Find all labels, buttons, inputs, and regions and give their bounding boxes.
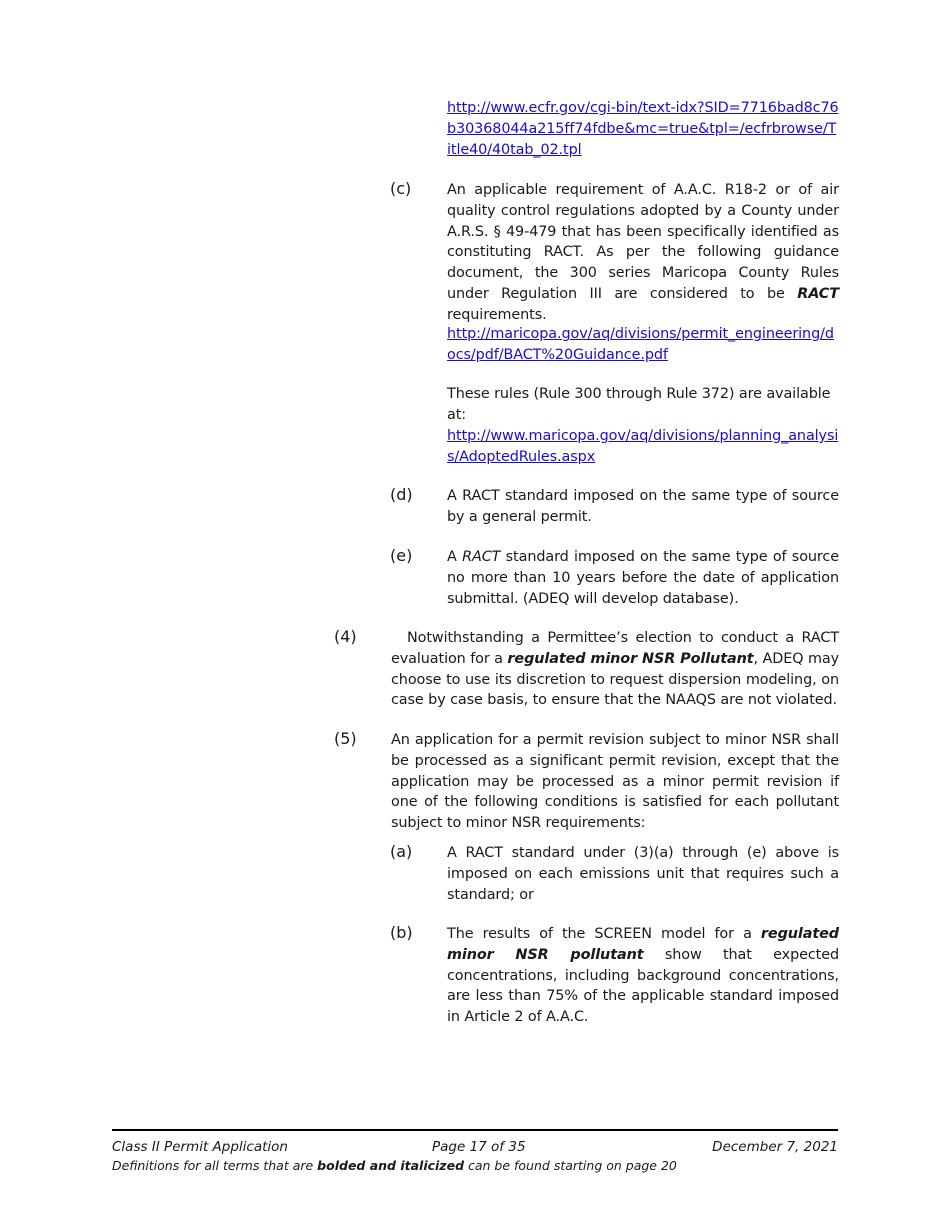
item-c-text-after: requirements. [447, 306, 547, 323]
item-5a-label: (a) [390, 842, 413, 861]
item-5a-text: A RACT standard under (3)(a) through (e) above is imposed on each emissions unit that requires such a standard; or [447, 845, 839, 903]
ecfr-link[interactable]: http://www.ecfr.gov/cgi-bin/text-idx?SID=7716bad8c76b30368044a215ff74fdbe&mc=true&tpl=/ecfrbrowse/Title40/40tab_02.tpl [447, 100, 839, 158]
item-c-label: (c) [390, 179, 412, 198]
footer-document-title: Class II Permit Application [112, 1139, 288, 1155]
item-4-text [391, 628, 839, 711]
item-e-text [447, 547, 839, 609]
footer-date: December 7, 2021 [712, 1139, 838, 1155]
footer-note-after: can be found starting on page 20 [464, 1158, 677, 1173]
item-c-term: RACT [797, 285, 839, 302]
footer-note-before: Definitions for all terms that are [112, 1158, 318, 1173]
item-5b-text-before: The results of the SCREEN model for a [447, 926, 761, 942]
item-5b-text [447, 924, 839, 1028]
item-5b-text-after: show that expected concentrations, including background concentrations, are less than 75% of the applicable standard imposed in Article 2 of A.A.C. [447, 946, 839, 1026]
ecfr-link-block [447, 98, 839, 160]
item-e-term: RACT [462, 549, 501, 565]
bact-guidance-link-block [447, 324, 839, 366]
rules-availability-text: These rules (Rule 300 through Rule 372) are available at: [447, 386, 831, 423]
footer-page-number: Page 17 of 35 [432, 1139, 526, 1155]
item-5-label: (5) [334, 729, 357, 748]
item-4-label: (4) [334, 627, 357, 646]
item-4-text-before: Notwithstanding a Permittee’s election to conduct a RACT evaluation for a [391, 630, 839, 667]
item-5-text: An application for a permit revision subject to minor NSR shall be processed as a significant permit revision, except that the application may be processed as a minor permit revision if one of the following conditions is satisfied for each pollutant subject to minor NSR requirements: [391, 732, 839, 832]
item-e-label: (e) [390, 546, 413, 565]
item-d-text: A RACT standard imposed on the same type of source by a general permit. [447, 488, 839, 525]
item-e-text-before: A [447, 549, 463, 565]
item-4-text-after: , ADEQ may choose to use its discretion to request dispersion modeling, on case by case basis, to ensure that the NAAQS are not violated. [391, 650, 839, 709]
item-5b-label: (b) [390, 923, 413, 942]
item-c-text-before: An applicable requirement of A.A.C. R18-2 or of air quality control regulations adopted by a County under A.R.S. § 49-479 that has been specifically identified as constituting RACT. As per the following guidance document, the 300 series Maricopa County Rules under Regulation III are considered to be [447, 182, 839, 302]
adopted-rules-link[interactable]: http://www.maricopa.gov/aq/divisions/planning_analysis/AdoptedRules.aspx [447, 428, 839, 465]
footer-definitions-note [112, 1158, 677, 1173]
item-4-term: regulated minor NSR Pollutant [507, 650, 754, 667]
adopted-rules-link-block [447, 426, 839, 468]
item-5b-term: regulated minor NSR pollutant [447, 926, 839, 963]
item-e-text-after: standard imposed on the same type of source no more than 10 years before the date of application submittal. (ADEQ will develop database). [447, 549, 839, 607]
footer-note-bold: bolded and italicized [317, 1158, 465, 1173]
item-d-label: (d) [390, 485, 413, 504]
footer-divider [112, 1129, 838, 1131]
bact-guidance-link[interactable]: http://maricopa.gov/aq/divisions/permit_engineering/docs/pdf/BACT%20Guidance.pdf [447, 326, 834, 363]
item-c-text [447, 180, 839, 326]
